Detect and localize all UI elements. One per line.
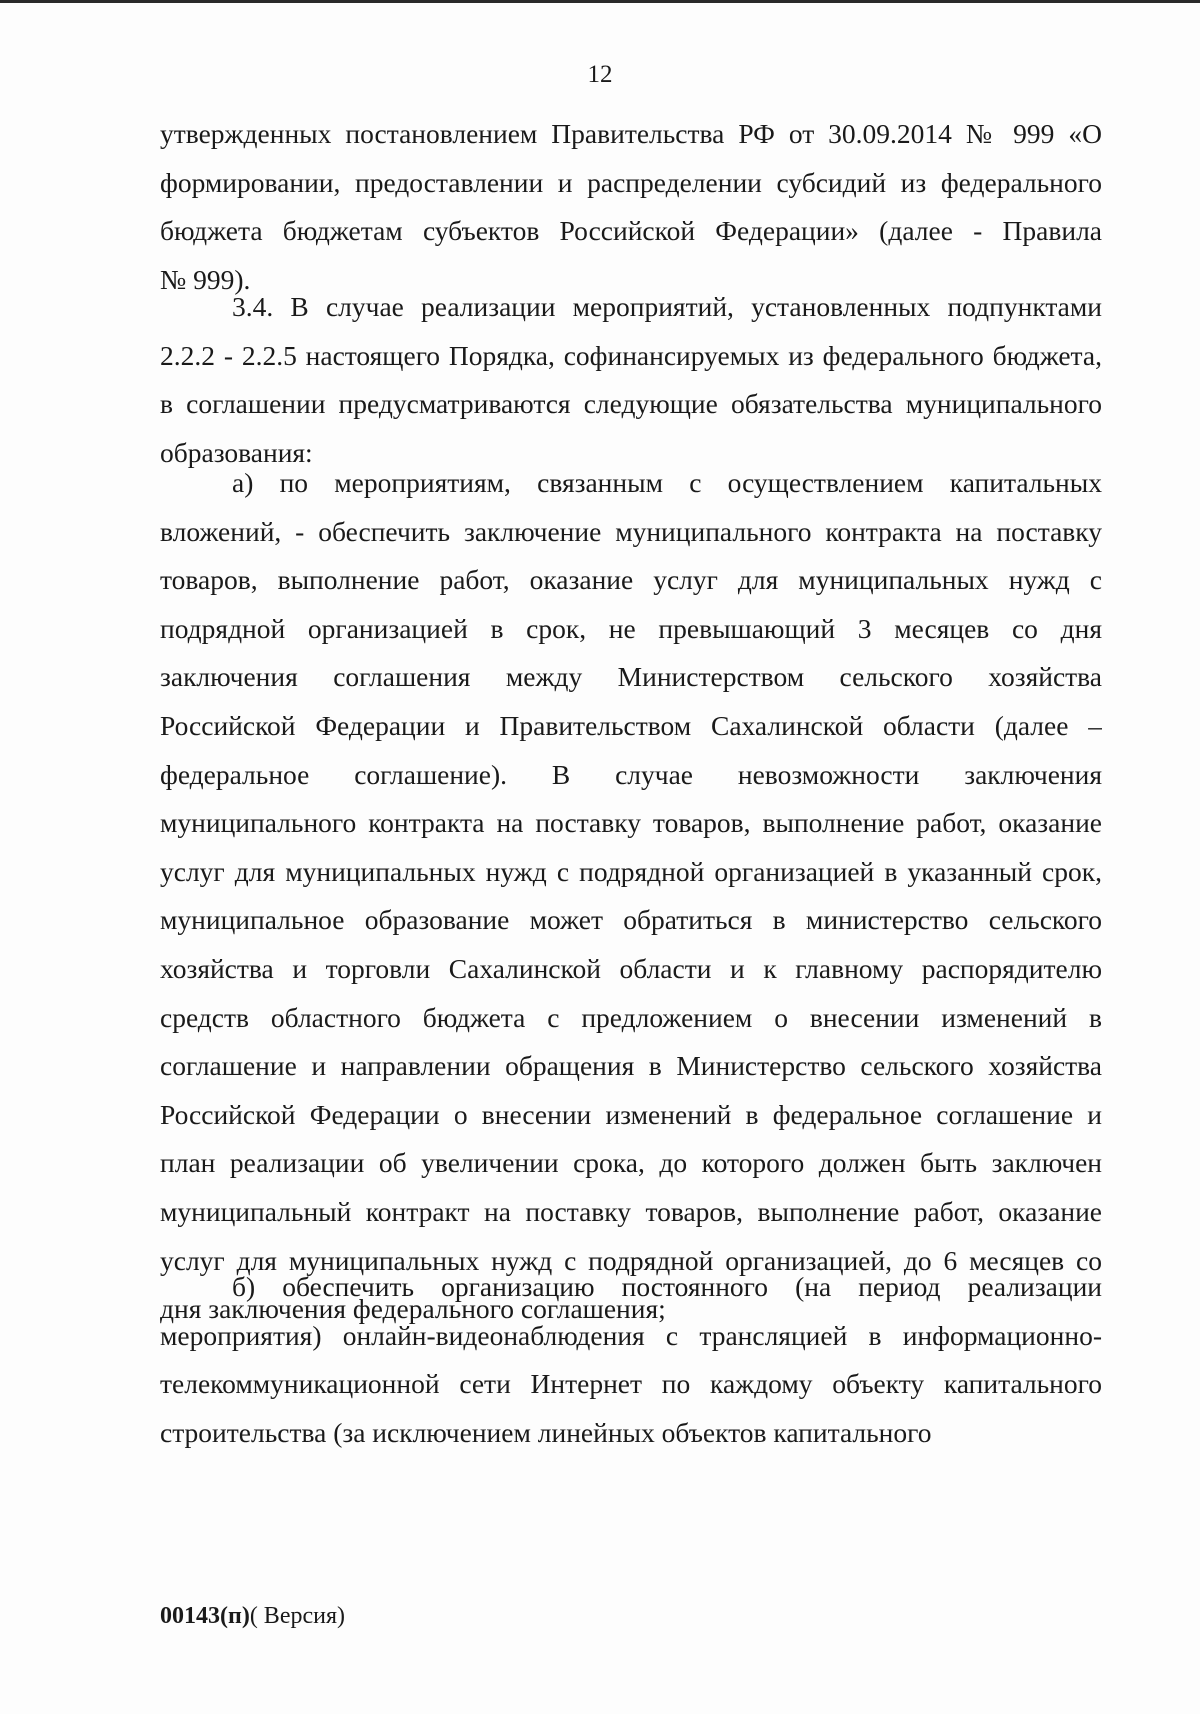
paragraph	[160, 283, 1102, 477]
text-line: мероприятия) онлайн-видеонаблюдения с трансляцией в информационно-	[160, 1319, 1102, 1351]
text-line: формировании, предоставлении и распределении субсидий из федерального	[160, 166, 1102, 198]
text-line: Российской Федерации и Правительством Сахалинской области (далее –	[160, 709, 1102, 741]
text-line: 3.4. В случае реализации мероприятий, установленных подпунктами	[232, 291, 1102, 322]
page-number: 12	[587, 61, 613, 88]
text-line: хозяйства и торговли Сахалинской области и к главному распорядителю	[160, 952, 1102, 984]
text-line: вложений, - обеспечить заключение муниципального контракта на поставку	[160, 515, 1102, 547]
text-line: соглашение и направлении обращения в Министерство сельского хозяйства	[160, 1050, 1102, 1082]
text-line: муниципального контракта на поставку товаров, выполнение работ, оказание	[160, 807, 1102, 839]
footer-document-code	[160, 1601, 345, 1631]
footer-version: ( Версия)	[249, 1603, 345, 1629]
footer-code: 00143(п)	[160, 1603, 250, 1629]
paragraph	[160, 459, 1102, 1334]
text-line: средств областного бюджета с предложением о внесении изменений в	[160, 1001, 1102, 1033]
paragraph	[160, 110, 1102, 304]
text-line: подрядной организацией в срок, не превышающий 3 месяцев со дня	[160, 612, 1102, 644]
text-line: услуг для муниципальных нужд с подрядной организацией, до 6 месяцев со	[160, 1244, 1102, 1276]
text-line: услуг для муниципальных нужд с подрядной организацией в указанный срок,	[160, 855, 1102, 887]
text-line: а) по мероприятиям, связанным с осуществлением капитальных	[232, 467, 1102, 498]
text-line: в соглашении предусматриваются следующие обязательства муниципального	[160, 388, 1102, 420]
text-line: заключения соглашения между Министерством сельского хозяйства	[160, 661, 1102, 693]
text-line: муниципальное образование может обратиться в министерство сельского	[160, 904, 1102, 936]
top-border-line	[0, 0, 1200, 3]
text-line: товаров, выполнение работ, оказание услуг для муниципальных нужд с	[160, 564, 1102, 596]
text-line: 2.2.2 - 2.2.5 настоящего Порядка, софинансируемых из федерального бюджета,	[160, 339, 1102, 371]
paragraph	[160, 1263, 1102, 1457]
text-line: федеральное соглашение). В случае невозможности заключения	[160, 758, 1102, 790]
text-line: образования:	[160, 436, 313, 468]
text-line: муниципальный контракт на поставку товаров, выполнение работ, оказание	[160, 1195, 1102, 1227]
text-line: строительства (за исключением линейных объектов капитального	[160, 1416, 932, 1448]
text-line: № 999).	[160, 263, 251, 295]
text-line: дня заключения федерального соглашения;	[160, 1293, 666, 1325]
text-line: Российской Федерации о внесении изменений в федеральное соглашение и	[160, 1098, 1102, 1130]
text-line: утвержденных постановлением Правительства РФ от 30.09.2014 № 999 «О	[160, 118, 1102, 149]
text-line: б) обеспечить организацию постоянного (на период реализации	[232, 1271, 1102, 1302]
text-line: план реализации об увеличении срока, до которого должен быть заключен	[160, 1147, 1102, 1179]
text-line: бюджета бюджетам субъектов Российской Федерации» (далее - Правила	[160, 215, 1102, 247]
text-line: телекоммуникационной сети Интернет по каждому объекту капитального	[160, 1368, 1102, 1400]
